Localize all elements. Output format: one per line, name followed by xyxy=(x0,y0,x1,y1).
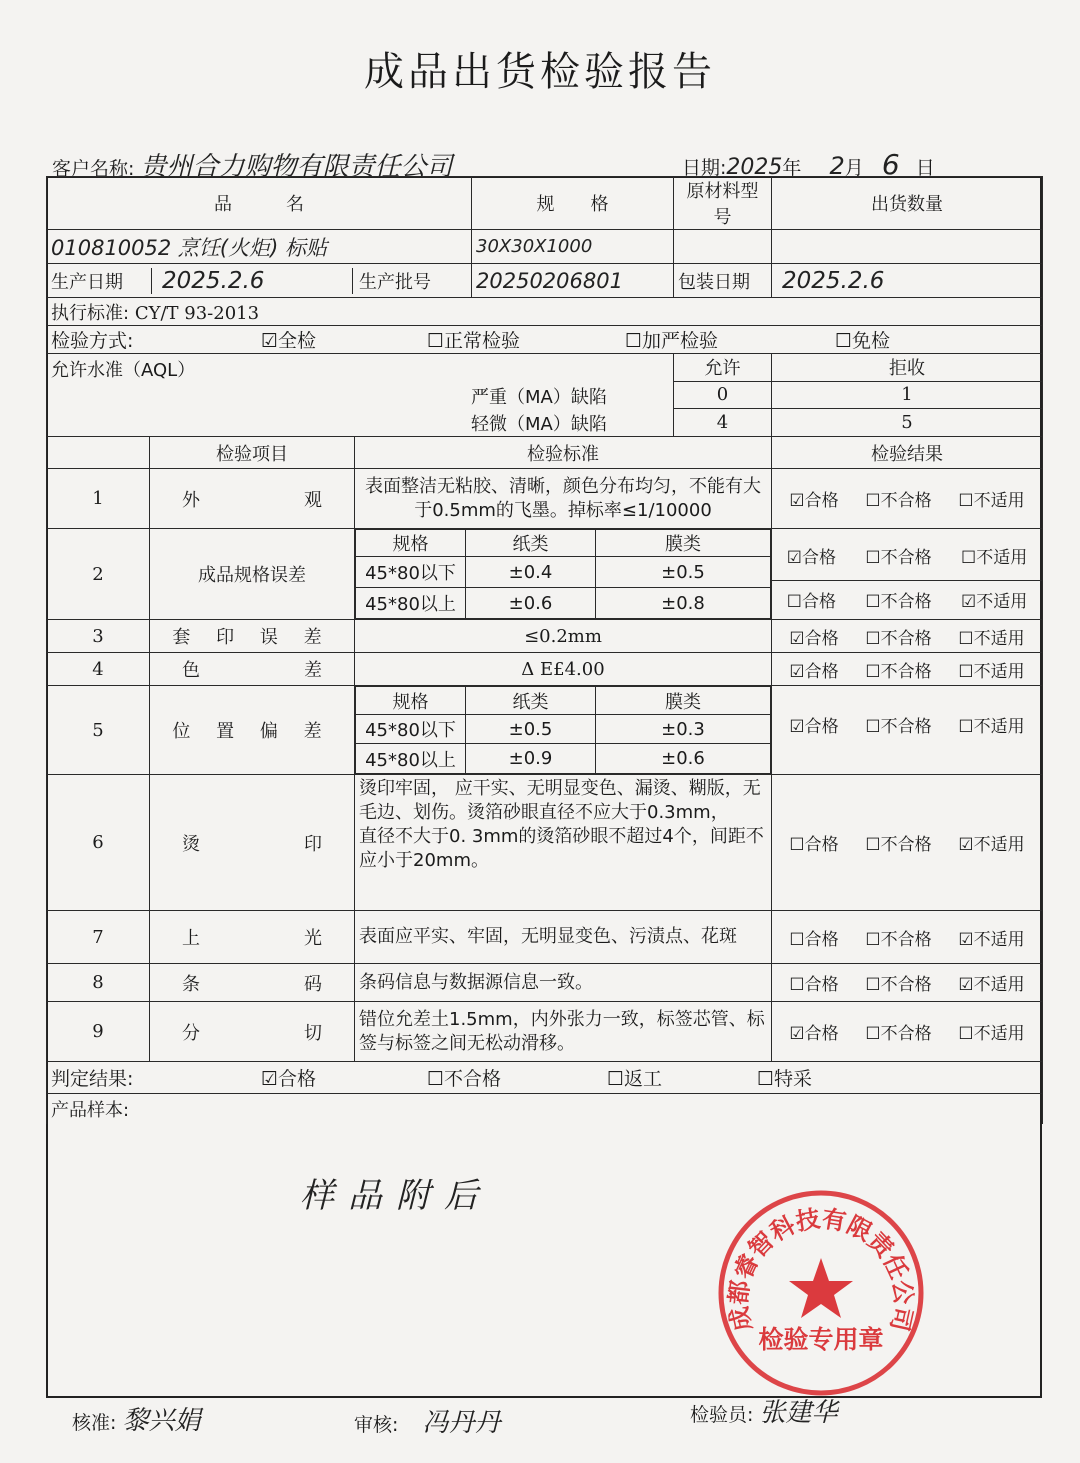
item-row-3 xyxy=(47,620,1043,653)
sample-note: 样品附后 xyxy=(300,1176,492,1216)
quantity-header: 出货数量 xyxy=(772,177,1043,230)
sub-film-header: 膜类 xyxy=(596,687,771,715)
date-month: 2 xyxy=(829,152,845,180)
item-no: 8 xyxy=(47,964,150,1002)
judgement-label: 判定结果: xyxy=(51,1068,134,1090)
result-fail: ☐不合格 xyxy=(865,661,932,682)
standard-row xyxy=(47,298,1043,326)
batch-label: 生产批号 xyxy=(359,271,431,293)
item-result xyxy=(772,469,1043,529)
result-na: ☑不适用 xyxy=(961,591,1028,612)
sub-film: ±0.5 xyxy=(596,557,771,588)
date-day-unit: 日 xyxy=(915,157,935,179)
production-date-cell xyxy=(47,264,472,298)
sub-film: ±0.8 xyxy=(596,588,771,619)
item-standard: 表面应平实、牢固，无明显变色、污渍点、花斑 xyxy=(355,911,772,964)
result-pass: ☐合格 xyxy=(789,975,839,995)
result-header: 检验结果 xyxy=(772,437,1043,469)
seal-company-text: 成都睿智科技有限责任公司 xyxy=(724,1204,918,1334)
item-result xyxy=(772,775,1043,911)
aql-major-accept: 0 xyxy=(674,381,772,409)
item-standard: Δ E£4.00 xyxy=(355,653,772,686)
product-header-row xyxy=(47,177,1043,230)
date-label: 日期: xyxy=(682,157,727,179)
result-fail: ☐不合格 xyxy=(865,547,932,568)
item-name: 色 差 xyxy=(150,653,355,686)
result-na: ☐不适用 xyxy=(958,717,1025,737)
item-result xyxy=(772,529,1043,620)
seal-star-icon xyxy=(789,1258,853,1318)
method-option-exempt: ☐免检 xyxy=(835,330,891,352)
judgement-option-rework: ☐返工 xyxy=(607,1068,663,1090)
item-result xyxy=(772,620,1043,653)
inspector-label: 检验员: xyxy=(690,1404,754,1426)
item-row-1 xyxy=(47,469,1043,529)
item-result xyxy=(772,686,1043,775)
result-pass: ☑合格 xyxy=(789,628,839,649)
aql-header-row xyxy=(47,354,1043,382)
result-na: ☐不适用 xyxy=(958,491,1025,511)
item-name: 条 码 xyxy=(150,964,355,1002)
item-name: 套 印 误 差 xyxy=(150,620,355,653)
batch-value: 20250206801 xyxy=(472,264,674,298)
judgement-cell xyxy=(47,1062,1043,1094)
date-month-unit: 月 xyxy=(844,157,864,179)
spec-value: 30X30X1000 xyxy=(472,230,674,264)
review-signature: 冯丹丹 xyxy=(422,1408,501,1438)
aql-minor-accept: 4 xyxy=(674,409,772,437)
result-fail: ☐不合格 xyxy=(865,717,932,737)
result-na: ☑不适用 xyxy=(958,975,1025,995)
sub-paper-header: 纸类 xyxy=(466,687,596,715)
result-fail: ☐不合格 xyxy=(865,591,932,612)
date-year-unit: 年 xyxy=(782,157,802,179)
standard-cell xyxy=(47,298,1043,326)
standard-header: 检验标准 xyxy=(355,437,772,469)
item-result xyxy=(772,911,1043,964)
quantity-value xyxy=(772,230,1043,264)
item-row-6 xyxy=(47,775,1043,911)
result-na: ☐不适用 xyxy=(958,628,1025,649)
aql-reject-header: 拒收 xyxy=(772,354,1043,382)
item-row-5 xyxy=(47,686,1043,775)
standard-value: CY/T 93-2013 xyxy=(134,302,260,324)
result-pass: ☑合格 xyxy=(789,1024,839,1044)
sub-paper: ±0.5 xyxy=(466,715,596,744)
item-standard: 表面整洁无粘胶、清晰，颜色分布均匀，不能有大于0.5mm的飞墨。掉标率≤1/10000 xyxy=(355,469,772,529)
result-pass: ☑合格 xyxy=(789,661,839,682)
item-standard-part2: 直径不大于0. 3mm的烫箔砂眼不超过4个，间距不应小于20mm。 xyxy=(359,826,764,871)
production-date-value: 2025.2.6 xyxy=(152,268,353,294)
result-na: ☑不适用 xyxy=(958,929,1025,950)
result-na: ☐不适用 xyxy=(958,1024,1025,1044)
aql-major-reject: 1 xyxy=(772,381,1043,409)
item-no: 4 xyxy=(47,653,150,686)
item-standard-table xyxy=(355,686,772,775)
sub-spec: 45*80以上 xyxy=(356,744,466,774)
material-value xyxy=(674,230,772,264)
inspector-signature: 张建华 xyxy=(759,1398,838,1428)
sub-film-header: 膜类 xyxy=(596,530,771,557)
item-row-4 xyxy=(47,653,1043,686)
result-pass: ☑合格 xyxy=(789,491,839,511)
item-no: 1 xyxy=(47,469,150,529)
production-date-label: 生产日期 xyxy=(47,268,152,294)
method-option-full: ☑全检 xyxy=(261,330,317,352)
item-row-9 xyxy=(47,1002,1043,1062)
method-label: 检验方式: xyxy=(51,330,134,352)
method-option-normal: ☐正常检验 xyxy=(427,330,521,352)
spec-header: 规 格 xyxy=(472,177,674,230)
sub-film: ±0.3 xyxy=(596,715,771,744)
result-pass: ☐合格 xyxy=(789,835,839,855)
judgement-option-pass: ☑合格 xyxy=(261,1068,317,1090)
no-header xyxy=(47,437,150,469)
production-row xyxy=(47,264,1043,298)
product-name-value: 010810052 烹饪(火炬) 标贴 xyxy=(47,230,472,264)
sub-spec: 45*80以下 xyxy=(356,557,466,588)
item-standard xyxy=(355,775,772,911)
result-pass: ☑合格 xyxy=(786,547,836,568)
result-fail: ☐不合格 xyxy=(865,835,932,855)
report-table xyxy=(46,176,1043,1124)
result-fail: ☐不合格 xyxy=(865,491,932,511)
product-row xyxy=(47,230,1043,264)
item-no: 3 xyxy=(47,620,150,653)
item-no: 9 xyxy=(47,1002,150,1062)
item-row-8 xyxy=(47,964,1043,1002)
sub-spec-header: 规格 xyxy=(356,687,466,715)
approve-line xyxy=(72,1400,200,1437)
approve-signature: 黎兴娟 xyxy=(122,1406,201,1436)
sub-paper: ±0.9 xyxy=(466,744,596,774)
inspector-line xyxy=(690,1392,837,1429)
item-name: 烫 印 xyxy=(150,775,355,911)
material-header: 原材料型号 xyxy=(674,177,772,230)
result-pass: ☑合格 xyxy=(789,717,839,737)
sample-label: 产品样本: xyxy=(47,1094,1043,1124)
item-no: 7 xyxy=(47,911,150,964)
result-na: ☐不适用 xyxy=(961,547,1028,568)
sub-paper: ±0.6 xyxy=(466,588,596,619)
item-standard: 条码信息与数据源信息一致。 xyxy=(355,964,772,1002)
review-label: 审核: xyxy=(354,1414,399,1436)
sub-paper: ±0.4 xyxy=(466,557,596,588)
result-fail: ☐不合格 xyxy=(865,1024,932,1044)
page-title: 成品出货检验报告 xyxy=(364,49,716,95)
result-fail: ☐不合格 xyxy=(865,929,932,950)
item-header: 检验项目 xyxy=(150,437,355,469)
result-pass: ☐合格 xyxy=(786,591,836,612)
item-row-7 xyxy=(47,911,1043,964)
aql-minor-label: 轻微（MA）缺陷 xyxy=(471,414,607,435)
aql-cell xyxy=(47,354,674,437)
item-no: 5 xyxy=(47,686,150,775)
sample-row xyxy=(47,1094,1043,1124)
seal-sub-text: 检验专用章 xyxy=(758,1325,884,1354)
aql-accept-header: 允许 xyxy=(674,354,772,382)
pack-date-value: 2025.2.6 xyxy=(772,264,1043,298)
standard-label: 执行标准: xyxy=(51,302,130,324)
approve-label: 核准: xyxy=(72,1412,117,1434)
sub-spec: 45*80以上 xyxy=(356,588,466,619)
result-pass: ☐合格 xyxy=(789,929,839,950)
method-cell xyxy=(47,326,1043,354)
review-line xyxy=(354,1402,500,1439)
date-year: 2025 xyxy=(726,155,783,180)
item-no: 6 xyxy=(47,775,150,911)
pack-date-label: 包装日期 xyxy=(674,264,772,298)
result-na: ☑不适用 xyxy=(958,835,1025,855)
sub-film: ±0.6 xyxy=(596,744,771,774)
sub-spec-header: 规格 xyxy=(356,530,466,557)
aql-minor-reject: 5 xyxy=(772,409,1043,437)
item-standard-part1: 烫印牢固， 应干实、无明显变色、漏烫、糊版，无毛边、划伤。烫箔砂眼直径不应大于0.3mm， xyxy=(359,778,761,823)
item-standard: 错位允差土1.5mm，内外张力一致，标签芯管、标签与标签之间无松动滑移。 xyxy=(355,1002,772,1062)
item-name: 成品规格误差 xyxy=(150,529,355,620)
result-na: ☐不适用 xyxy=(958,661,1025,682)
company-seal xyxy=(716,1188,926,1398)
method-row xyxy=(47,326,1043,354)
judgement-row xyxy=(47,1062,1043,1094)
judgement-option-concession: ☐特采 xyxy=(757,1068,813,1090)
item-result xyxy=(772,653,1043,686)
item-name: 分 切 xyxy=(150,1002,355,1062)
item-row-2 xyxy=(47,529,1043,620)
item-name: 位 置 偏 差 xyxy=(150,686,355,775)
item-name: 上 光 xyxy=(150,911,355,964)
inspection-header-row xyxy=(47,437,1043,469)
customer-label: 客户名称: xyxy=(52,158,135,180)
item-name: 外 观 xyxy=(150,469,355,529)
item-standard-table xyxy=(355,529,772,620)
aql-label: 允许水准（AQL） xyxy=(51,360,196,381)
result-fail: ☐不合格 xyxy=(865,975,932,995)
product-name-header: 品 名 xyxy=(47,177,472,230)
item-standard: ≤0.2mm xyxy=(355,620,772,653)
item-no: 2 xyxy=(47,529,150,620)
sub-paper-header: 纸类 xyxy=(466,530,596,557)
result-fail: ☐不合格 xyxy=(865,628,932,649)
date-day: 6 xyxy=(881,148,900,181)
customer-value: 贵州合力购物有限责任公司 xyxy=(140,152,453,182)
item-result xyxy=(772,1002,1043,1062)
sub-spec: 45*80以下 xyxy=(356,715,466,744)
judgement-option-fail: ☐不合格 xyxy=(427,1068,502,1090)
aql-major-label: 严重（MA）缺陷 xyxy=(471,387,607,408)
item-result xyxy=(772,964,1043,1002)
method-option-tightened: ☐加严检验 xyxy=(625,330,719,352)
